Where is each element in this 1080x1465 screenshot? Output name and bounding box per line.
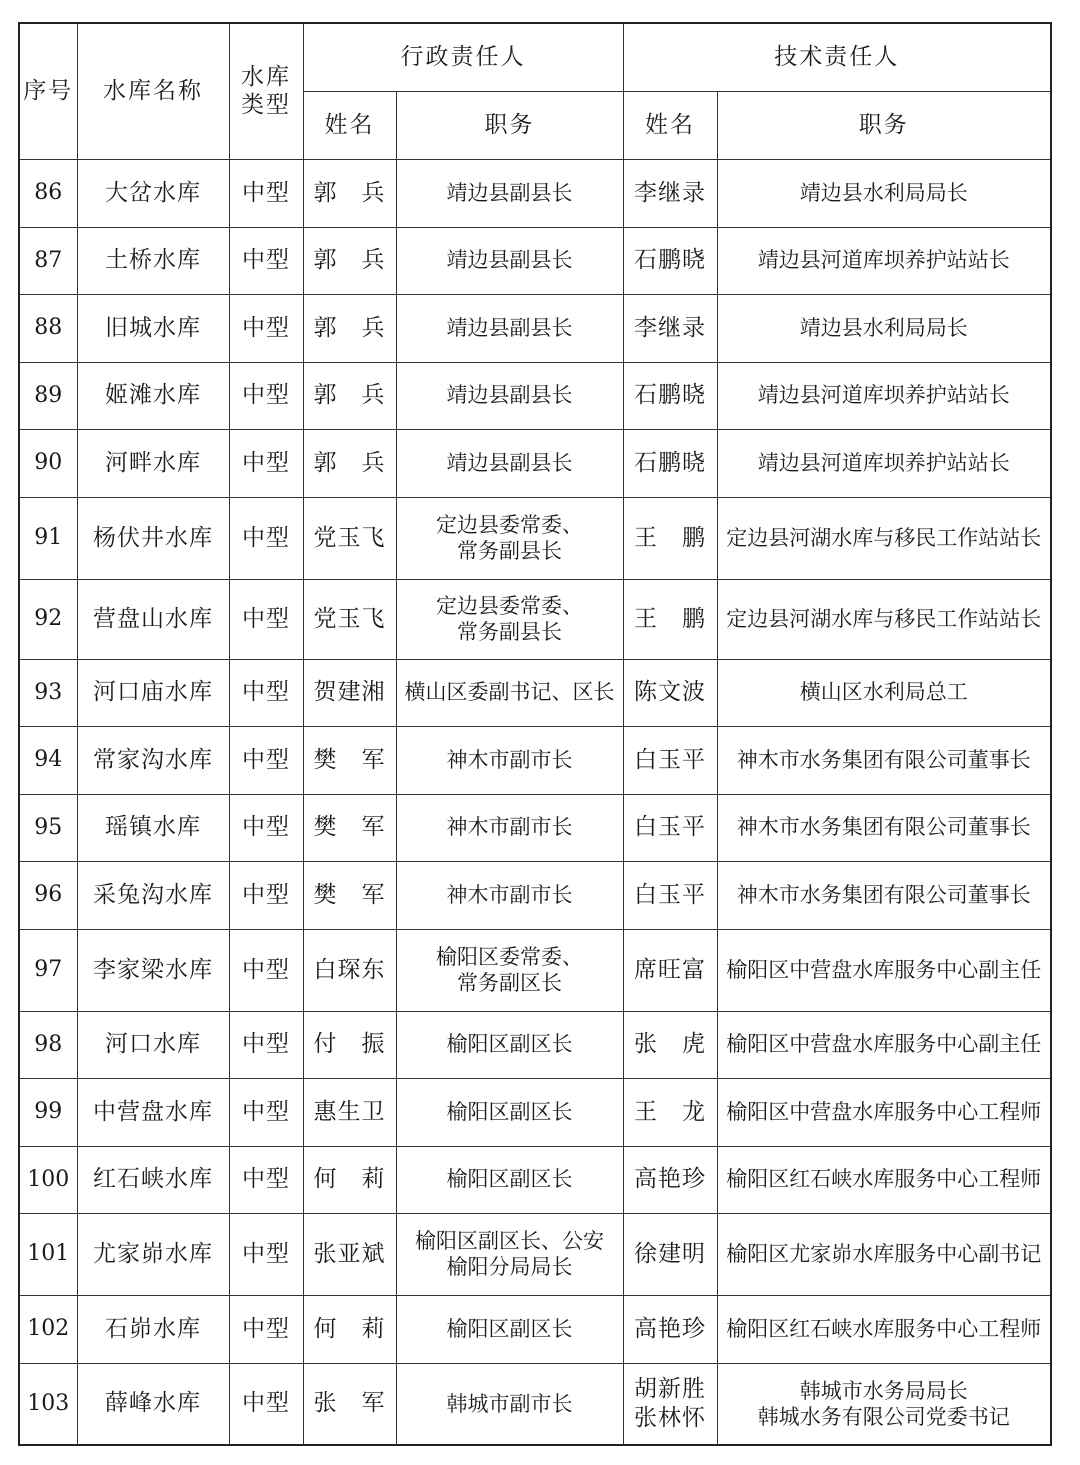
cell-tech-name-line: 高艳珍 [634,1166,706,1193]
table-header [19,23,1051,159]
header-admin-group: 行政责任人 [303,23,623,91]
cell-tech-position [717,1363,1051,1445]
cell-admin-name: 白琛东 [303,929,396,1011]
cell-admin-name: 樊 军 [303,726,396,794]
header-tech-name: 姓名 [623,91,717,159]
cell-admin-name: 郭 兵 [303,227,396,294]
cell-reservoir-name: 姬滩水库 [77,362,229,429]
cell-seq: 100 [19,1146,77,1213]
cell-admin-position [396,1078,623,1146]
cell-admin-position [396,1011,623,1078]
cell-tech-name [623,726,717,794]
cell-tech-position [717,429,1051,497]
table-row [19,1011,1051,1078]
table-row [19,1146,1051,1213]
header-tech-group: 技术责任人 [623,23,1051,91]
header-admin-position: 职务 [396,91,623,159]
cell-admin-position [396,929,623,1011]
cell-reservoir-type: 中型 [229,362,303,429]
cell-admin-position-line: 定边县委常委、 [436,512,583,537]
cell-seq: 91 [19,497,77,579]
cell-reservoir-type: 中型 [229,227,303,294]
cell-tech-position-line: 韩城水务有限公司党委书记 [757,1404,1010,1429]
cell-reservoir-name: 旧城水库 [77,294,229,362]
cell-reservoir-type: 中型 [229,861,303,929]
cell-tech-position [717,861,1051,929]
cell-tech-name [623,861,717,929]
cell-admin-name: 樊 军 [303,861,396,929]
cell-admin-position [396,1146,623,1213]
cell-tech-name-line: 张 虎 [634,1031,706,1058]
cell-reservoir-type: 中型 [229,1295,303,1363]
table-row [19,579,1051,659]
cell-admin-position-line: 常务副县长 [457,620,562,644]
cell-tech-name [623,1213,717,1295]
cell-tech-position-line: 靖边县水利局局长 [799,315,968,340]
cell-seq: 87 [19,227,77,294]
cell-tech-name [623,1295,717,1363]
cell-tech-name [623,429,717,497]
cell-reservoir-name: 河口水库 [77,1011,229,1078]
cell-seq: 86 [19,159,77,227]
cell-reservoir-name: 中营盘水库 [77,1078,229,1146]
cell-admin-position [396,429,623,497]
cell-admin-position [396,294,623,362]
cell-tech-name [623,294,717,362]
cell-tech-name-line: 李继录 [634,179,706,206]
cell-tech-position-line: 榆阳区红石峡水库服务中心工程师 [726,1167,1042,1192]
cell-tech-name-line: 王 龙 [634,1098,706,1125]
cell-admin-position [396,659,623,726]
cell-admin-position-line: 靖边县副县长 [446,315,573,340]
cell-admin-position-line: 靖边县副县长 [446,450,573,475]
cell-admin-position [396,227,623,294]
table-row [19,1078,1051,1146]
cell-admin-position [396,726,623,794]
cell-admin-position-line: 神木市副市长 [446,747,573,772]
cell-reservoir-type: 中型 [229,659,303,726]
cell-seq: 99 [19,1078,77,1146]
cell-tech-name-line: 石鹏晓 [634,382,706,409]
cell-reservoir-name: 河畔水库 [77,429,229,497]
cell-admin-position-line: 神木市副市长 [446,815,573,840]
cell-admin-position-line: 神木市副市长 [446,882,573,907]
cell-reservoir-type: 中型 [229,726,303,794]
table-row [19,861,1051,929]
cell-reservoir-type: 中型 [229,1146,303,1213]
cell-admin-position-line: 韩城市副市长 [446,1391,573,1416]
cell-admin-position [396,1213,623,1295]
cell-tech-position [717,294,1051,362]
cell-admin-position-line: 榆阳区委常委、 [436,944,583,969]
header-reservoir-type-line: 水库 [241,63,291,90]
cell-admin-position-line: 榆阳区副区长 [446,1167,573,1192]
cell-admin-name: 党玉飞 [303,497,396,579]
cell-admin-position-line: 靖边县副县长 [446,383,573,408]
cell-seq: 101 [19,1213,77,1295]
cell-tech-position [717,929,1051,1011]
cell-admin-position-line: 榆阳区副区长 [446,1099,573,1124]
cell-tech-position [717,159,1051,227]
cell-admin-name: 党玉飞 [303,579,396,659]
cell-tech-position-line: 靖边县水利局局长 [799,180,968,205]
cell-admin-position-line: 榆阳区副区长 [446,1316,573,1341]
table-row [19,429,1051,497]
header-tech-position: 职务 [717,91,1051,159]
cell-admin-position-line: 常务副县长 [457,539,562,563]
table-row [19,294,1051,362]
cell-seq: 103 [19,1363,77,1445]
cell-reservoir-name: 瑶镇水库 [77,794,229,861]
cell-reservoir-type: 中型 [229,1011,303,1078]
cell-tech-name-line: 石鹏晓 [634,449,706,476]
cell-tech-position [717,1213,1051,1295]
cell-seq: 98 [19,1011,77,1078]
cell-tech-name [623,362,717,429]
cell-tech-position [717,1078,1051,1146]
cell-tech-position-line: 靖边县河道库坝养护站站长 [757,450,1010,475]
cell-tech-position [717,497,1051,579]
document-page [18,22,1050,1446]
cell-admin-name: 郭 兵 [303,159,396,227]
cell-admin-position [396,1295,623,1363]
cell-seq: 94 [19,726,77,794]
cell-admin-name: 何 莉 [303,1295,396,1363]
table-row [19,1213,1051,1295]
cell-reservoir-type: 中型 [229,579,303,659]
cell-reservoir-name: 李家梁水库 [77,929,229,1011]
cell-tech-position-line: 定边县河湖水库与移民工作站站长 [726,525,1042,550]
cell-reservoir-type: 中型 [229,1078,303,1146]
cell-tech-position [717,659,1051,726]
cell-tech-name [623,579,717,659]
cell-tech-position [717,1011,1051,1078]
cell-reservoir-name: 营盘山水库 [77,579,229,659]
cell-tech-position [717,362,1051,429]
cell-admin-name: 何 莉 [303,1146,396,1213]
cell-reservoir-type: 中型 [229,929,303,1011]
cell-tech-name [623,1011,717,1078]
reservoir-responsibility-table [18,22,1052,1446]
cell-tech-position-line: 横山区水利局总工 [799,680,968,705]
cell-seq: 88 [19,294,77,362]
cell-reservoir-type: 中型 [229,497,303,579]
cell-admin-position [396,497,623,579]
cell-tech-name-line: 徐建明 [634,1240,706,1267]
cell-reservoir-type: 中型 [229,794,303,861]
cell-tech-name-line: 陈文波 [634,679,706,706]
cell-admin-position-line: 常务副区长 [457,971,562,995]
cell-tech-name [623,929,717,1011]
cell-reservoir-type: 中型 [229,1213,303,1295]
cell-admin-position [396,861,623,929]
cell-reservoir-type: 中型 [229,159,303,227]
cell-tech-name-line: 白玉平 [634,746,706,773]
cell-tech-position-line: 定边县河湖水库与移民工作站站长 [726,606,1042,631]
cell-tech-position-line: 榆阳区尤家峁水库服务中心副书记 [726,1241,1042,1266]
table-row [19,794,1051,861]
cell-admin-name: 贺建湘 [303,659,396,726]
cell-admin-position-line: 榆阳区副区长、公安 [415,1228,604,1253]
table-row [19,726,1051,794]
cell-admin-position [396,579,623,659]
cell-tech-name-line: 张林怀 [634,1404,706,1431]
cell-reservoir-name: 尤家峁水库 [77,1213,229,1295]
cell-tech-position [717,1146,1051,1213]
table-row [19,1295,1051,1363]
cell-admin-name: 郭 兵 [303,429,396,497]
cell-reservoir-type: 中型 [229,429,303,497]
table-row [19,497,1051,579]
cell-admin-position-line: 榆阳分局局长 [446,1255,573,1279]
cell-tech-name-line: 李继录 [634,314,706,341]
cell-admin-position-line: 榆阳区副区长 [446,1032,573,1057]
cell-tech-position-line: 榆阳区红石峡水库服务中心工程师 [726,1316,1042,1341]
cell-tech-position [717,794,1051,861]
cell-seq: 89 [19,362,77,429]
header-admin-name: 姓名 [303,91,396,159]
cell-admin-position-line: 横山区委副书记、区长 [404,680,615,705]
cell-tech-position-line: 榆阳区中营盘水库服务中心工程师 [726,1099,1042,1124]
cell-tech-position-line: 韩城市水务局局长 [799,1378,968,1403]
cell-reservoir-name: 薛峰水库 [77,1363,229,1445]
cell-reservoir-name: 常家沟水库 [77,726,229,794]
cell-reservoir-name: 采兔沟水库 [77,861,229,929]
cell-tech-name [623,227,717,294]
table-row [19,159,1051,227]
cell-tech-name-line: 王 鹏 [634,524,706,551]
cell-tech-position [717,227,1051,294]
cell-tech-name-line: 席旺富 [634,956,706,983]
table-row [19,362,1051,429]
cell-reservoir-name: 杨伏井水库 [77,497,229,579]
cell-admin-name: 付 振 [303,1011,396,1078]
cell-tech-name [623,497,717,579]
cell-admin-name: 郭 兵 [303,362,396,429]
cell-tech-position [717,726,1051,794]
cell-seq: 96 [19,861,77,929]
cell-admin-name: 张亚斌 [303,1213,396,1295]
cell-reservoir-name: 红石峡水库 [77,1146,229,1213]
cell-tech-position-line: 神木市水务集团有限公司董事长 [736,815,1031,840]
cell-tech-name-line: 白玉平 [634,814,706,841]
cell-seq: 90 [19,429,77,497]
cell-tech-name-line: 石鹏晓 [634,247,706,274]
table-row [19,659,1051,726]
cell-seq: 102 [19,1295,77,1363]
cell-seq: 93 [19,659,77,726]
cell-tech-name [623,159,717,227]
cell-admin-position [396,1363,623,1445]
cell-tech-position-line: 神木市水务集团有限公司董事长 [736,747,1031,772]
cell-tech-name-line: 王 鹏 [634,605,706,632]
cell-tech-position-line: 榆阳区中营盘水库服务中心副主任 [726,1032,1042,1057]
cell-seq: 95 [19,794,77,861]
cell-seq: 97 [19,929,77,1011]
cell-admin-position-line: 定边县委常委、 [436,593,583,618]
cell-admin-name: 惠生卫 [303,1078,396,1146]
cell-tech-position-line: 靖边县河道库坝养护站站长 [757,383,1010,408]
cell-tech-name [623,1146,717,1213]
cell-tech-position-line: 神木市水务集团有限公司董事长 [736,882,1031,907]
cell-seq: 92 [19,579,77,659]
header-seq: 序号 [19,23,77,159]
cell-admin-name: 郭 兵 [303,294,396,362]
cell-tech-position [717,579,1051,659]
cell-reservoir-name: 土桥水库 [77,227,229,294]
cell-reservoir-name: 河口庙水库 [77,659,229,726]
cell-admin-position-line: 靖边县副县长 [446,180,573,205]
cell-reservoir-name: 石峁水库 [77,1295,229,1363]
cell-admin-position [396,794,623,861]
cell-admin-position [396,362,623,429]
table-row [19,227,1051,294]
cell-admin-name: 张 军 [303,1363,396,1445]
cell-admin-position [396,159,623,227]
cell-tech-name-line: 高艳珍 [634,1315,706,1342]
cell-reservoir-name: 大岔水库 [77,159,229,227]
table-body [19,159,1051,1445]
cell-tech-position-line: 榆阳区中营盘水库服务中心副主任 [726,957,1042,982]
cell-tech-name-line: 胡新胜 [634,1376,706,1402]
cell-admin-position-line: 靖边县副县长 [446,248,573,273]
cell-tech-name [623,1078,717,1146]
cell-tech-position-line: 靖边县河道库坝养护站站长 [757,248,1010,273]
cell-tech-name [623,659,717,726]
cell-admin-name: 樊 军 [303,794,396,861]
header-reservoir-type [229,23,303,159]
header-reservoir-type-line: 类型 [241,92,291,119]
table-row [19,1363,1051,1445]
cell-tech-name [623,1363,717,1445]
header-reservoir-name: 水库名称 [77,23,229,159]
cell-tech-name-line: 白玉平 [634,881,706,908]
cell-tech-position [717,1295,1051,1363]
cell-reservoir-type: 中型 [229,1363,303,1445]
cell-reservoir-type: 中型 [229,294,303,362]
table-row [19,929,1051,1011]
cell-tech-name [623,794,717,861]
